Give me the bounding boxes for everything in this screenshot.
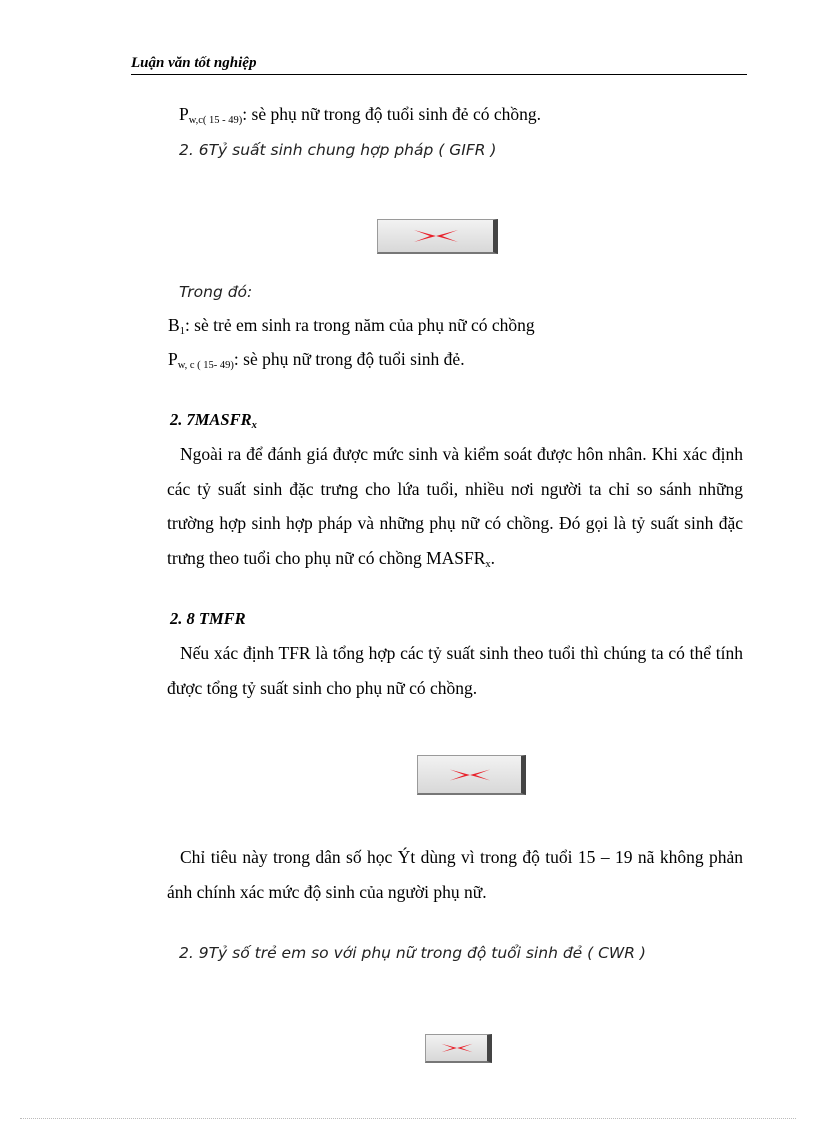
cwr-heading: 2. 9Tỷ số trẻ em so với phụ nữ trong độ tuổi sinh đẻ ( CWR ) <box>179 944 646 962</box>
masfr-heading-subscript: x <box>251 420 257 431</box>
header-title: Luận văn tốt nghiệp <box>131 55 257 71</box>
b1-symbol: B <box>168 315 180 335</box>
pwc-subscript: w,c( 15 - 49) <box>188 115 243 126</box>
broken-image-icon <box>448 766 492 784</box>
pwc-symbol: P <box>179 104 189 124</box>
b1-text: : sè trẻ em sinh ra trong năm của phụ nữ có chồng <box>184 315 535 335</box>
chitieu-paragraph <box>167 840 743 909</box>
tmfr-heading: 2. 8 TMFR <box>170 609 246 628</box>
masfr-heading <box>170 410 257 431</box>
b1-definition <box>168 315 535 337</box>
b1-subscript: 1 <box>179 326 185 337</box>
page-header <box>131 54 747 75</box>
pwc2-symbol: P <box>168 349 178 369</box>
broken-image-icon <box>412 227 460 245</box>
masfr-paragraph-subscript: x <box>485 558 491 570</box>
formula-image-tmfr <box>417 755 526 795</box>
chitieu-paragraph-text: Chỉ tiêu này trong dân số học Ýt dùng vì trong độ tuổi 15 – 19 nã không phản ánh chính xác mức độ sinh của người phụ nữ. <box>167 847 743 902</box>
pwc-text: : sè phụ nữ trong độ tuổi sinh đẻ có chồng. <box>242 104 541 124</box>
formula-image-cwr <box>425 1034 492 1063</box>
masfr-heading-text: 2. 7MASFR <box>170 410 252 429</box>
masfr-paragraph-text: Ngoài ra để đánh giá được mức sinh và kiểm soát được hôn nhân. Khi xác định các tỷ suất sinh đặc trưng cho lứa tuổi, nhiều nơi người ta chỉ so sánh những trường hợp sinh hợp pháp và những phụ nữ có chồng. Đó gọi là tỷ suất sinh đặc trưng theo tuổi cho phụ nữ có chồng MASFR <box>167 444 743 568</box>
trong-do-label: Trong đó: <box>179 283 253 301</box>
pwc-definition <box>179 104 541 126</box>
pwc2-subscript: w, c ( 15- 49) <box>177 360 234 371</box>
formula-image-gifr <box>377 219 498 254</box>
broken-image-icon <box>440 1041 474 1055</box>
masfr-paragraph <box>167 437 743 582</box>
masfr-paragraph-end: . <box>490 547 496 568</box>
page-bottom-divider <box>20 1118 796 1119</box>
tmfr-paragraph-text: Nếu xác định TFR là tổng hợp các tỷ suất sinh theo tuổi thì chúng ta có thể tính được tổng tỷ suất sinh cho phụ nữ có chồng. <box>167 643 743 698</box>
tmfr-paragraph <box>167 636 743 705</box>
pwc2-definition <box>168 349 465 371</box>
pwc2-text: : sè phụ nữ trong độ tuổi sinh đẻ. <box>233 349 465 369</box>
gifr-heading: 2. 6Tỷ suất sinh chung hợp pháp ( GIFR ) <box>179 141 497 159</box>
